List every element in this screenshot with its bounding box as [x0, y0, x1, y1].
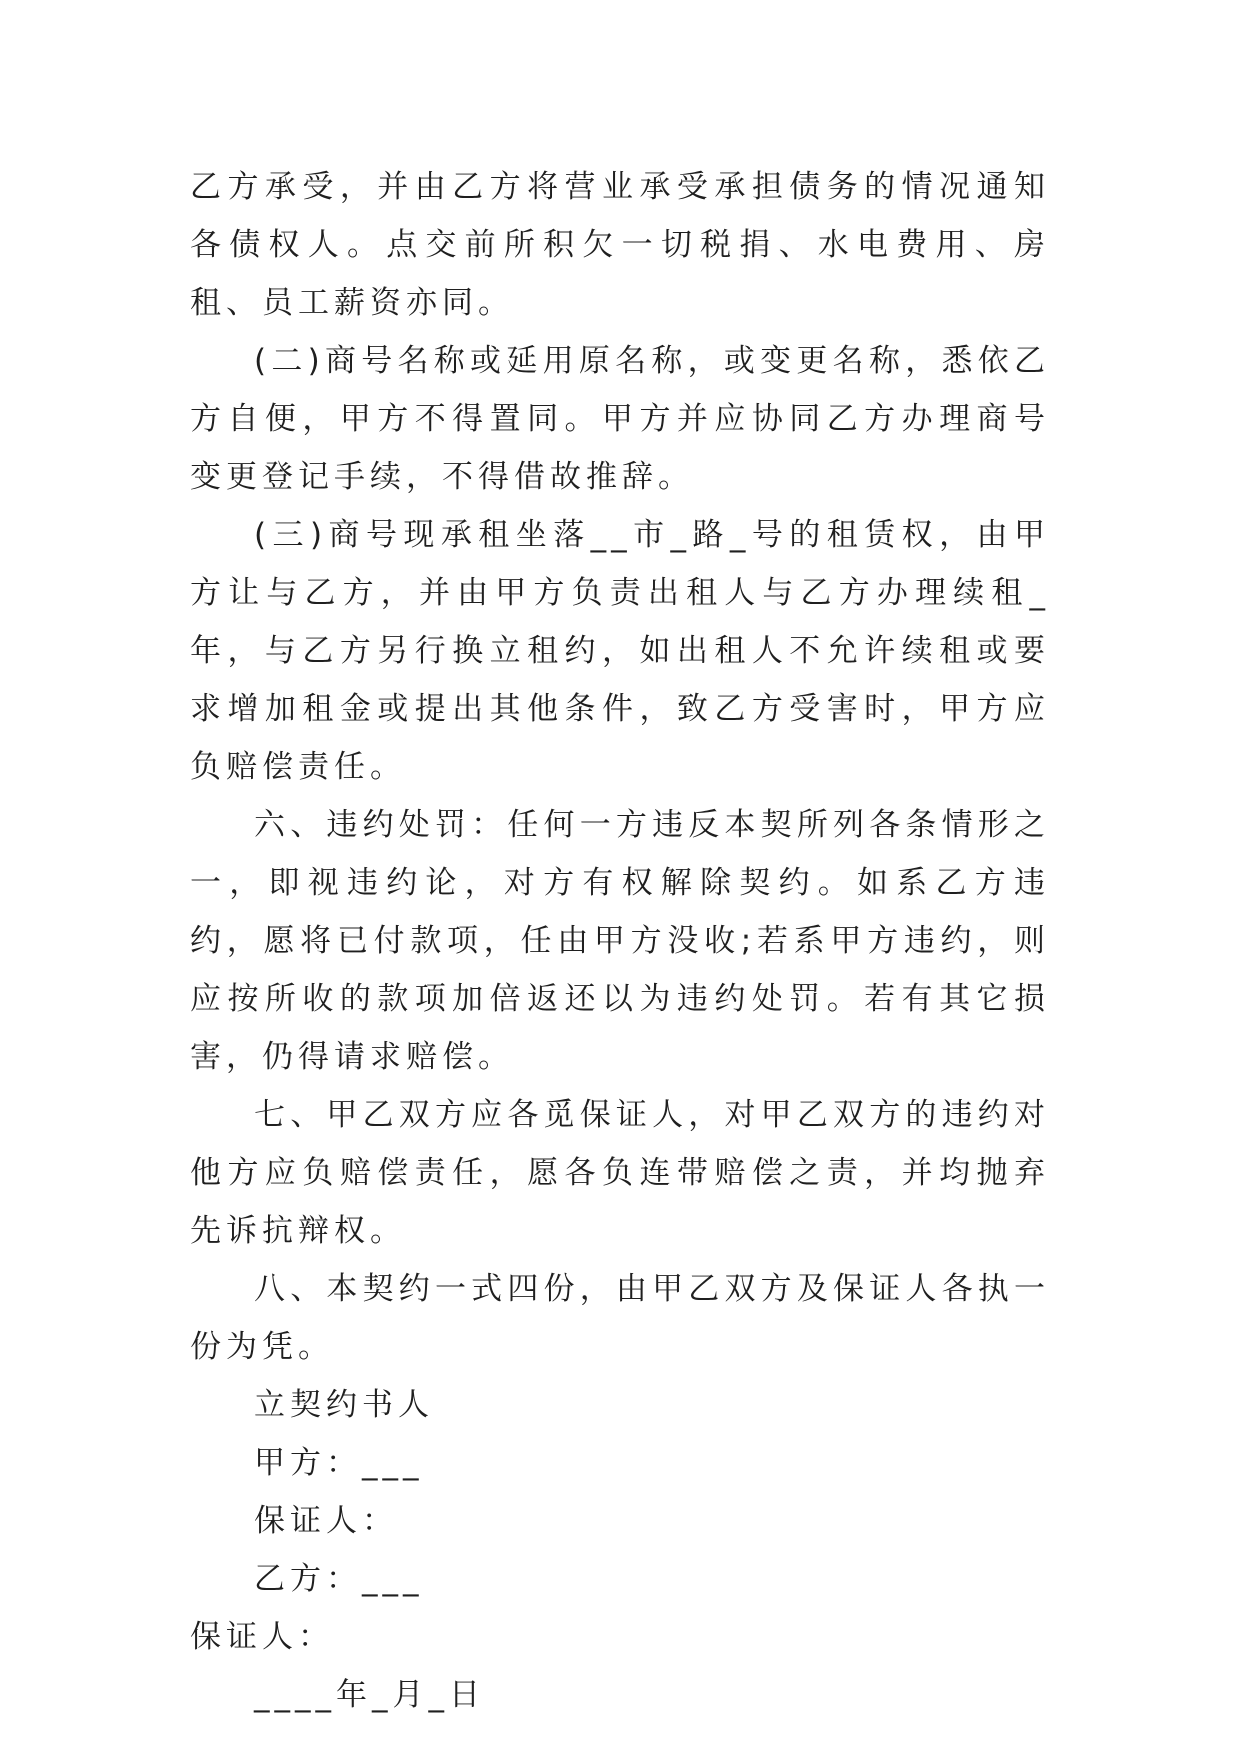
document-body: [190, 158, 1050, 1724]
signature-party-a: 甲方：___: [254, 1445, 424, 1481]
signature-party-b: 乙方：___: [254, 1561, 424, 1597]
paragraph-guarantors: 七、甲乙双方应各觅保证人，对甲乙双方的违约对他方应负赔偿责任，愿各负连带赔偿之责，并均抛弃先诉抗辩权。: [190, 1097, 1050, 1249]
signature-date: ____年_月_日: [254, 1677, 485, 1713]
paragraph-breach-penalty: 六、违约处罚：任何一方违反本契所列各条情形之一，即视违约论，对方有权解除契约。如系乙方违约，愿将已付款项，任由甲方没收;若系甲方违约，则应按所收的款项加倍返还以为违约处罚。若有其它损害，仍得请求赔偿。: [190, 807, 1050, 1075]
paragraph-copies: 八、本契约一式四份，由甲乙双方及保证人各执一份为凭。: [190, 1271, 1050, 1365]
signature-block: [190, 1376, 1050, 1724]
signature-title: 立契约书人: [254, 1387, 434, 1423]
paragraph-lease-rights: (三)商号现承租坐落__市_路_号的租赁权，由甲方让与乙方，并由甲方负责出租人与乙方办理续租_年，与乙方另行换立租约，如出租人不允许续租或要求增加租金或提出其他条件，致乙方受害时，甲方应负赔偿责任。: [190, 517, 1050, 785]
paragraph-trade-name: (二)商号名称或延用原名称，或变更名称，悉依乙方自便，甲方不得置同。甲方并应协同乙方办理商号变更登记手续，不得借故推辞。: [190, 343, 1050, 495]
signature-guarantor-a: 保证人：: [254, 1503, 398, 1539]
paragraph-continuation: 乙方承受，并由乙方将营业承受承担债务的情况通知各债权人。点交前所积欠一切税捐、水电费用、房租、员工薪资亦同。: [190, 169, 1050, 321]
signature-guarantor-b: 保证人：: [190, 1619, 334, 1655]
